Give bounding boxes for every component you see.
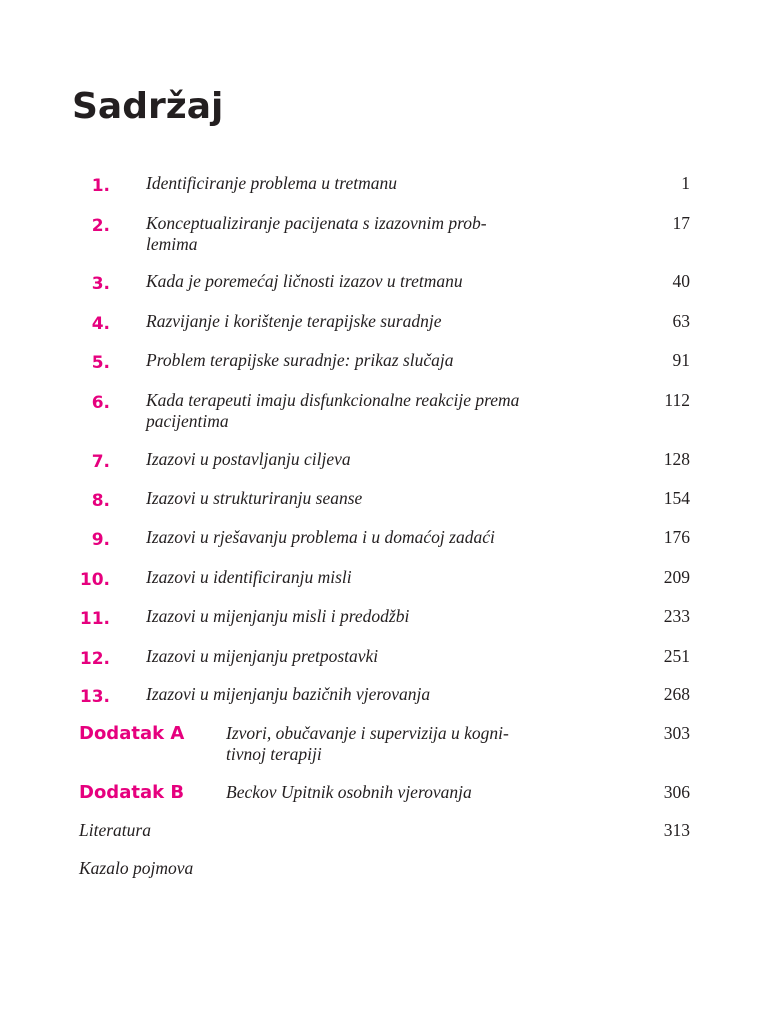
chapter-title: Identificiranje problema u tretmanu (146, 173, 397, 193)
chapter-title: Izazovi u mijenjanju misli i predodžbi (146, 606, 410, 626)
page-number: 17 (672, 213, 690, 233)
page-number: 128 (663, 449, 690, 469)
chapter-number: 1. (91, 176, 110, 196)
page-number: 303 (663, 723, 690, 743)
chapter-title: Izazovi u postavljanju ciljeva (146, 449, 351, 469)
backmatter-title: Literatura (79, 820, 151, 840)
backmatter-title: Kazalo pojmova (79, 858, 194, 878)
page-number: 40 (672, 271, 690, 291)
chapter-title: Razvijanje i korištenje terapijske suradnje (146, 311, 442, 331)
chapter-title: Kada terapeuti imaju disfunkcionalne reakcije prema pacijentima (146, 390, 520, 431)
appendix-title: Izvori, obučavanje i supervizija u kogni- tivnoj terapiji (226, 723, 509, 764)
chapter-number: 6. (91, 393, 110, 413)
chapter-number: 5. (91, 353, 110, 373)
chapter-title: Izazovi u mijenjanju pretpostavki (146, 646, 379, 666)
chapter-number: 7. (91, 452, 110, 472)
chapter-number: 11. (79, 609, 110, 629)
chapter-number: 8. (91, 491, 110, 511)
chapter-number: 13. (79, 687, 110, 707)
page-number: 91 (672, 350, 690, 370)
appendix-label: Dodatak B (79, 782, 185, 803)
chapter-title: Konceptualiziranje pacijenata s izazovnim prob- lemima (146, 213, 487, 254)
chapter-title: Problem terapijske suradnje: prikaz slučaja (146, 350, 454, 370)
page-number: 251 (663, 646, 690, 666)
page-number: 176 (663, 527, 690, 547)
page-number: 154 (663, 488, 690, 508)
chapter-title: Izazovi u rješavanju problema i u domaćoj zadaći (146, 527, 495, 547)
page-number: 313 (663, 820, 690, 840)
chapter-number: 4. (91, 314, 110, 334)
page-number: 233 (663, 606, 690, 626)
chapter-title: Izazovi u mijenjanju bazičnih vjerovanja (146, 684, 431, 704)
page-number: 306 (663, 782, 690, 802)
page-title: Sadržaj (72, 86, 224, 127)
chapter-number: 3. (91, 274, 110, 294)
page-number: 209 (663, 567, 690, 587)
page-number: 268 (663, 684, 690, 704)
chapter-title: Izazovi u identificiranju misli (146, 567, 352, 587)
chapter-number: 2. (91, 216, 110, 236)
page-number: 1 (681, 173, 690, 193)
chapter-number: 10. (79, 570, 110, 590)
page-number: 63 (672, 311, 690, 331)
chapter-title: Izazovi u strukturiranju seanse (146, 488, 363, 508)
appendix-title: Beckov Upitnik osobnih vjerovanja (226, 782, 472, 802)
chapter-number: 12. (79, 649, 110, 669)
chapter-title: Kada je poremećaj ličnosti izazov u tretmanu (146, 271, 463, 291)
chapter-number: 9. (91, 530, 110, 550)
appendix-label: Dodatak A (79, 723, 185, 744)
page-number: 112 (664, 390, 690, 410)
